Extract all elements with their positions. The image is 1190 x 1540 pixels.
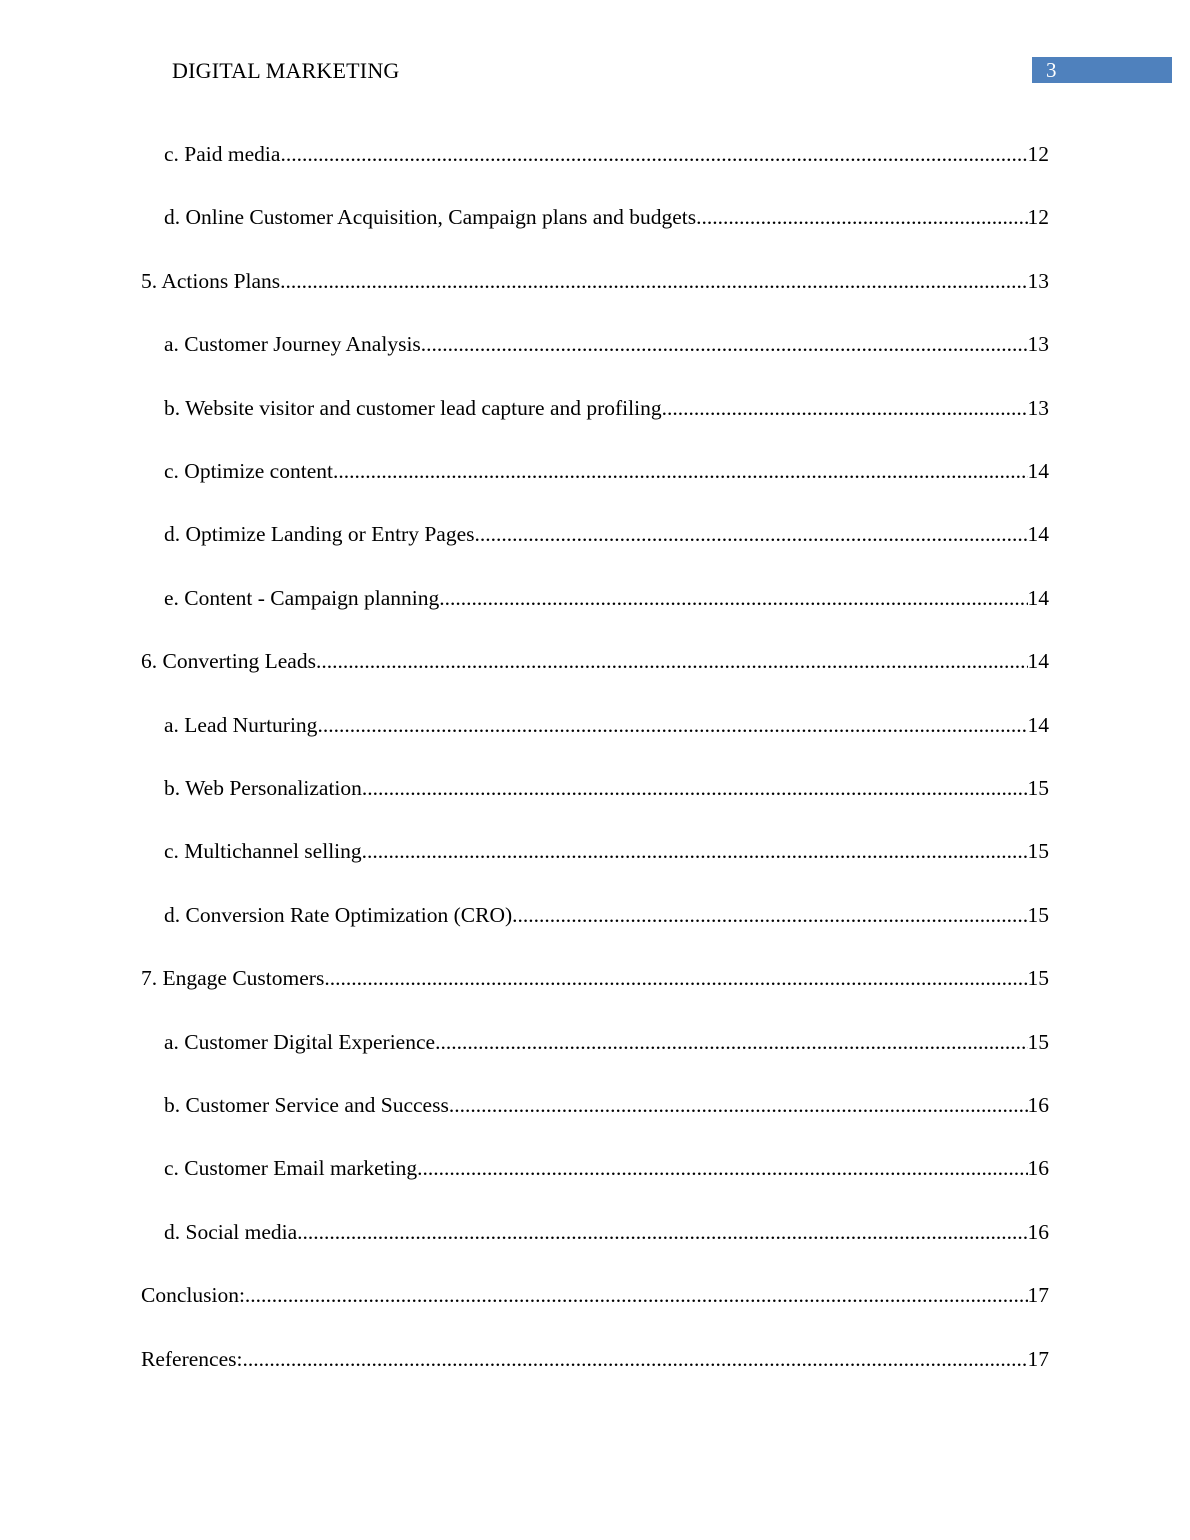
toc-entry[interactable]: [164, 1027, 1049, 1057]
toc-dot-leader: [333, 456, 1028, 486]
toc-entry-page-number: 17: [1027, 1346, 1049, 1371]
toc-entry[interactable]: [164, 710, 1049, 740]
toc-dot-leader: [696, 202, 1027, 232]
toc-entry[interactable]: [164, 836, 1049, 866]
toc-entry-label: d. Optimize Landing or Entry Pages: [164, 522, 475, 547]
toc-dot-leader: [662, 393, 1028, 423]
toc-entry-label: c. Multichannel selling: [164, 839, 362, 864]
toc-entry[interactable]: [164, 202, 1049, 232]
toc-entry-page-number: 13: [1027, 395, 1049, 420]
page-number: 3: [1046, 58, 1057, 82]
toc-entry-label: c. Paid media: [164, 142, 281, 166]
toc-entry-label: c. Optimize content: [164, 459, 333, 483]
toc-dot-leader: [449, 1090, 1028, 1120]
toc-entry-page-number: 14: [1027, 585, 1049, 610]
toc-entry-label: Conclusion:: [141, 1283, 245, 1308]
toc-entry-page-number: 15: [1027, 839, 1049, 864]
toc-dot-leader: [439, 583, 1027, 613]
running-header-title: DIGITAL MARKETING: [172, 58, 400, 83]
toc-dot-leader: [280, 139, 1027, 169]
toc-entry[interactable]: [141, 646, 1049, 676]
toc-entry-page-number: 15: [1027, 966, 1049, 991]
toc-entry[interactable]: [164, 900, 1049, 930]
page-number-badge: [1032, 57, 1172, 83]
toc-entry-label: a. Customer Digital Experience: [164, 1029, 436, 1054]
toc-entry[interactable]: [141, 1344, 1049, 1374]
toc-entry-label: b. Customer Service and Success: [164, 1093, 449, 1117]
toc-entry-label: d. Social media: [164, 1219, 298, 1244]
toc-entry-page-number: 12: [1027, 142, 1049, 166]
toc-entry-page-number: 15: [1027, 776, 1049, 800]
toc-entry[interactable]: [164, 1217, 1049, 1247]
toc-entry-label: e. Content - Campaign planning: [164, 585, 440, 610]
toc-entry-page-number: 13: [1027, 332, 1049, 357]
toc-entry-page-number: 15: [1027, 902, 1049, 927]
toc-entry-page-number: 14: [1027, 649, 1049, 674]
toc-entry[interactable]: [141, 963, 1049, 993]
toc-entry-page-number: 12: [1027, 205, 1049, 230]
toc-entry[interactable]: [164, 393, 1049, 423]
toc-entry[interactable]: [141, 266, 1049, 296]
toc-dot-leader: [316, 646, 1028, 676]
toc-entry-label: References:: [141, 1346, 243, 1371]
toc-entry-page-number: 16: [1027, 1219, 1049, 1244]
toc-entry-page-number: 15: [1027, 1029, 1049, 1054]
toc-entry-page-number: 14: [1027, 712, 1049, 737]
toc-entry[interactable]: [164, 583, 1049, 613]
toc-entry-label: a. Lead Nurturing: [164, 712, 318, 737]
toc-dot-leader: [475, 519, 1028, 549]
toc-dot-leader: [417, 1153, 1027, 1183]
toc-entry-page-number: 14: [1027, 459, 1049, 483]
toc-entry-page-number: 13: [1027, 268, 1049, 293]
toc-entry-label: 7. Engage Customers: [141, 966, 325, 991]
toc-entry-label: 6. Converting Leads: [141, 649, 316, 674]
toc-entry[interactable]: [141, 1280, 1049, 1310]
toc-entry-label: b. Web Personalization: [164, 776, 362, 800]
toc-entry-page-number: 17: [1027, 1283, 1049, 1308]
toc-dot-leader: [297, 1217, 1027, 1247]
toc-entry-label: d. Conversion Rate Optimization (CRO): [164, 902, 513, 927]
toc-dot-leader: [245, 1280, 1028, 1310]
toc-dot-leader: [362, 773, 1028, 803]
toc-entry[interactable]: [164, 139, 1049, 169]
toc-entry-label: a. Customer Journey Analysis: [164, 332, 421, 357]
toc-entry[interactable]: [164, 1090, 1049, 1120]
toc-entry[interactable]: [164, 1153, 1049, 1183]
toc-dot-leader: [317, 710, 1027, 740]
toc-entry[interactable]: [164, 329, 1049, 359]
toc-entry[interactable]: [164, 773, 1049, 803]
toc-entry-page-number: 16: [1027, 1093, 1049, 1117]
toc-entry-page-number: 16: [1027, 1156, 1049, 1181]
toc-dot-leader: [512, 900, 1027, 930]
toc-entry-label: d. Online Customer Acquisition, Campaign plans and budgets: [164, 205, 697, 230]
toc-dot-leader: [324, 963, 1027, 993]
toc-dot-leader: [421, 329, 1028, 359]
toc-entry[interactable]: [164, 456, 1049, 486]
toc-entry[interactable]: [164, 519, 1049, 549]
toc-dot-leader: [280, 266, 1027, 296]
toc-dot-leader: [242, 1344, 1027, 1374]
toc-entry-page-number: 14: [1027, 522, 1049, 547]
toc-dot-leader: [435, 1027, 1027, 1057]
toc-dot-leader: [362, 836, 1028, 866]
toc-entry-label: b. Website visitor and customer lead capture and profiling: [164, 395, 662, 420]
toc-entry-label: c. Customer Email marketing: [164, 1156, 418, 1181]
toc-entry-label: 5. Actions Plans: [141, 268, 281, 293]
